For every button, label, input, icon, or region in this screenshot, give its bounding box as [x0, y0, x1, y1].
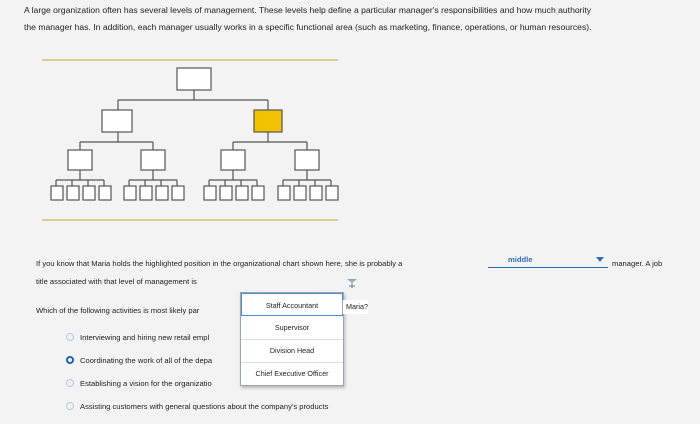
org-box-level4 — [278, 186, 290, 200]
question-2-text: Which of the following activities is most likely par — [36, 306, 200, 315]
choice-label: Establishing a vision for the organizatio — [80, 379, 212, 388]
org-box-level4 — [51, 186, 63, 200]
org-box-level4 — [83, 186, 95, 200]
drag-cursor-icon — [345, 277, 359, 289]
org-box-level4 — [310, 186, 322, 200]
org-box-top — [177, 68, 211, 90]
question-1-line-2: title associated with that level of management is — [36, 277, 197, 286]
org-box-level4 — [252, 186, 264, 200]
maria-label: Maria? — [342, 300, 368, 314]
choice-label: Interviewing and hiring new retail empl — [80, 333, 210, 342]
org-box-level4 — [236, 186, 248, 200]
question-1-text-after: manager. A job — [612, 259, 663, 268]
radio-button[interactable] — [66, 333, 74, 341]
chevron-down-icon — [596, 257, 604, 262]
org-box-level4 — [326, 186, 338, 200]
org-box-level4 — [220, 186, 232, 200]
level-dropdown[interactable] — [488, 253, 608, 268]
dropdown-option[interactable]: Staff Accountant — [241, 293, 343, 316]
org-box-level3 — [141, 150, 165, 170]
org-box-level4 — [172, 186, 184, 200]
org-box-level3 — [295, 150, 319, 170]
radio-button[interactable] — [66, 402, 74, 410]
dropdown-option[interactable]: Division Head — [241, 339, 343, 363]
dropdown-option[interactable]: Chief Executive Officer — [255, 369, 329, 378]
org-box-highlighted — [254, 110, 282, 132]
radio-button-selected[interactable] — [66, 356, 74, 364]
dropdown-option[interactable]: Supervisor — [241, 316, 343, 340]
choice-label: Assisting customers with general questions about the company's products — [80, 402, 329, 411]
org-box-level4 — [156, 186, 168, 200]
org-box-level4 — [140, 186, 152, 200]
level-dropdown-value: middle — [508, 255, 533, 264]
choice-label: Coordinating the work of all of the depa — [80, 356, 213, 365]
intro-line-1: A large organization often has several levels of management. These levels help define a particular manager's responsibilities and how much authority — [24, 5, 592, 15]
job-title-dropdown-menu[interactable] — [240, 292, 344, 386]
org-box-level4 — [294, 186, 306, 200]
org-box-level4 — [99, 186, 111, 200]
radio-button[interactable] — [66, 379, 74, 387]
question-1-text: If you know that Maria holds the highlighted position in the organizational chart shown here, she is probably a — [36, 259, 403, 268]
org-box-level4 — [204, 186, 216, 200]
org-box-level4 — [67, 186, 79, 200]
intro-line-2: the manager has. In addition, each manager usually works in a specific functional area (such as marketing, finance, operations, or human resources). — [24, 22, 592, 32]
org-box-level3 — [68, 150, 92, 170]
org-box-level3 — [221, 150, 245, 170]
org-box-level4 — [124, 186, 136, 200]
org-box-level2 — [102, 110, 132, 132]
